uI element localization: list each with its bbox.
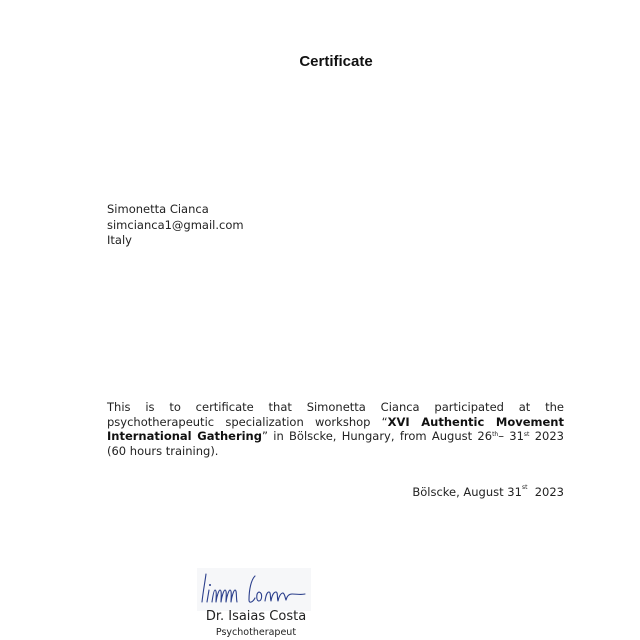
ordinal-suffix-end: st (523, 431, 530, 438)
body-text-part4: 2023 (60 hours training). (107, 429, 564, 458)
place-date-text: Bölscke, August 31 (412, 485, 522, 499)
certificate-body (107, 400, 564, 458)
body-text-part3: – 31 (498, 429, 524, 443)
signer-name: Dr. Isaias Costa (205, 609, 307, 624)
place-date (412, 485, 564, 499)
place-date-year: 2023 (527, 485, 564, 499)
recipient-email: simcianca1@gmail.com (107, 217, 244, 232)
signer-title: Psychotherapeut (215, 627, 297, 638)
recipient-block (107, 202, 244, 249)
recipient-name: Simonetta Cianca (107, 202, 209, 216)
signature-image (197, 568, 311, 611)
certificate-title: Certificate (299, 53, 373, 70)
place-date-ordinal: st (521, 484, 528, 491)
workshop-name: XVI Authentic Movement International Gathering (107, 414, 564, 443)
body-text-part2: ” in Bölscke, Hungary, from August 26 (261, 429, 493, 443)
recipient-country: Italy (107, 233, 132, 247)
handwritten-signature-icon (197, 568, 311, 611)
ordinal-suffix-start: th (492, 431, 499, 438)
body-text-part1: This is to certificate that Simonetta Cianca participated at the psychotherapeutic specialization workshop “ (107, 400, 564, 429)
